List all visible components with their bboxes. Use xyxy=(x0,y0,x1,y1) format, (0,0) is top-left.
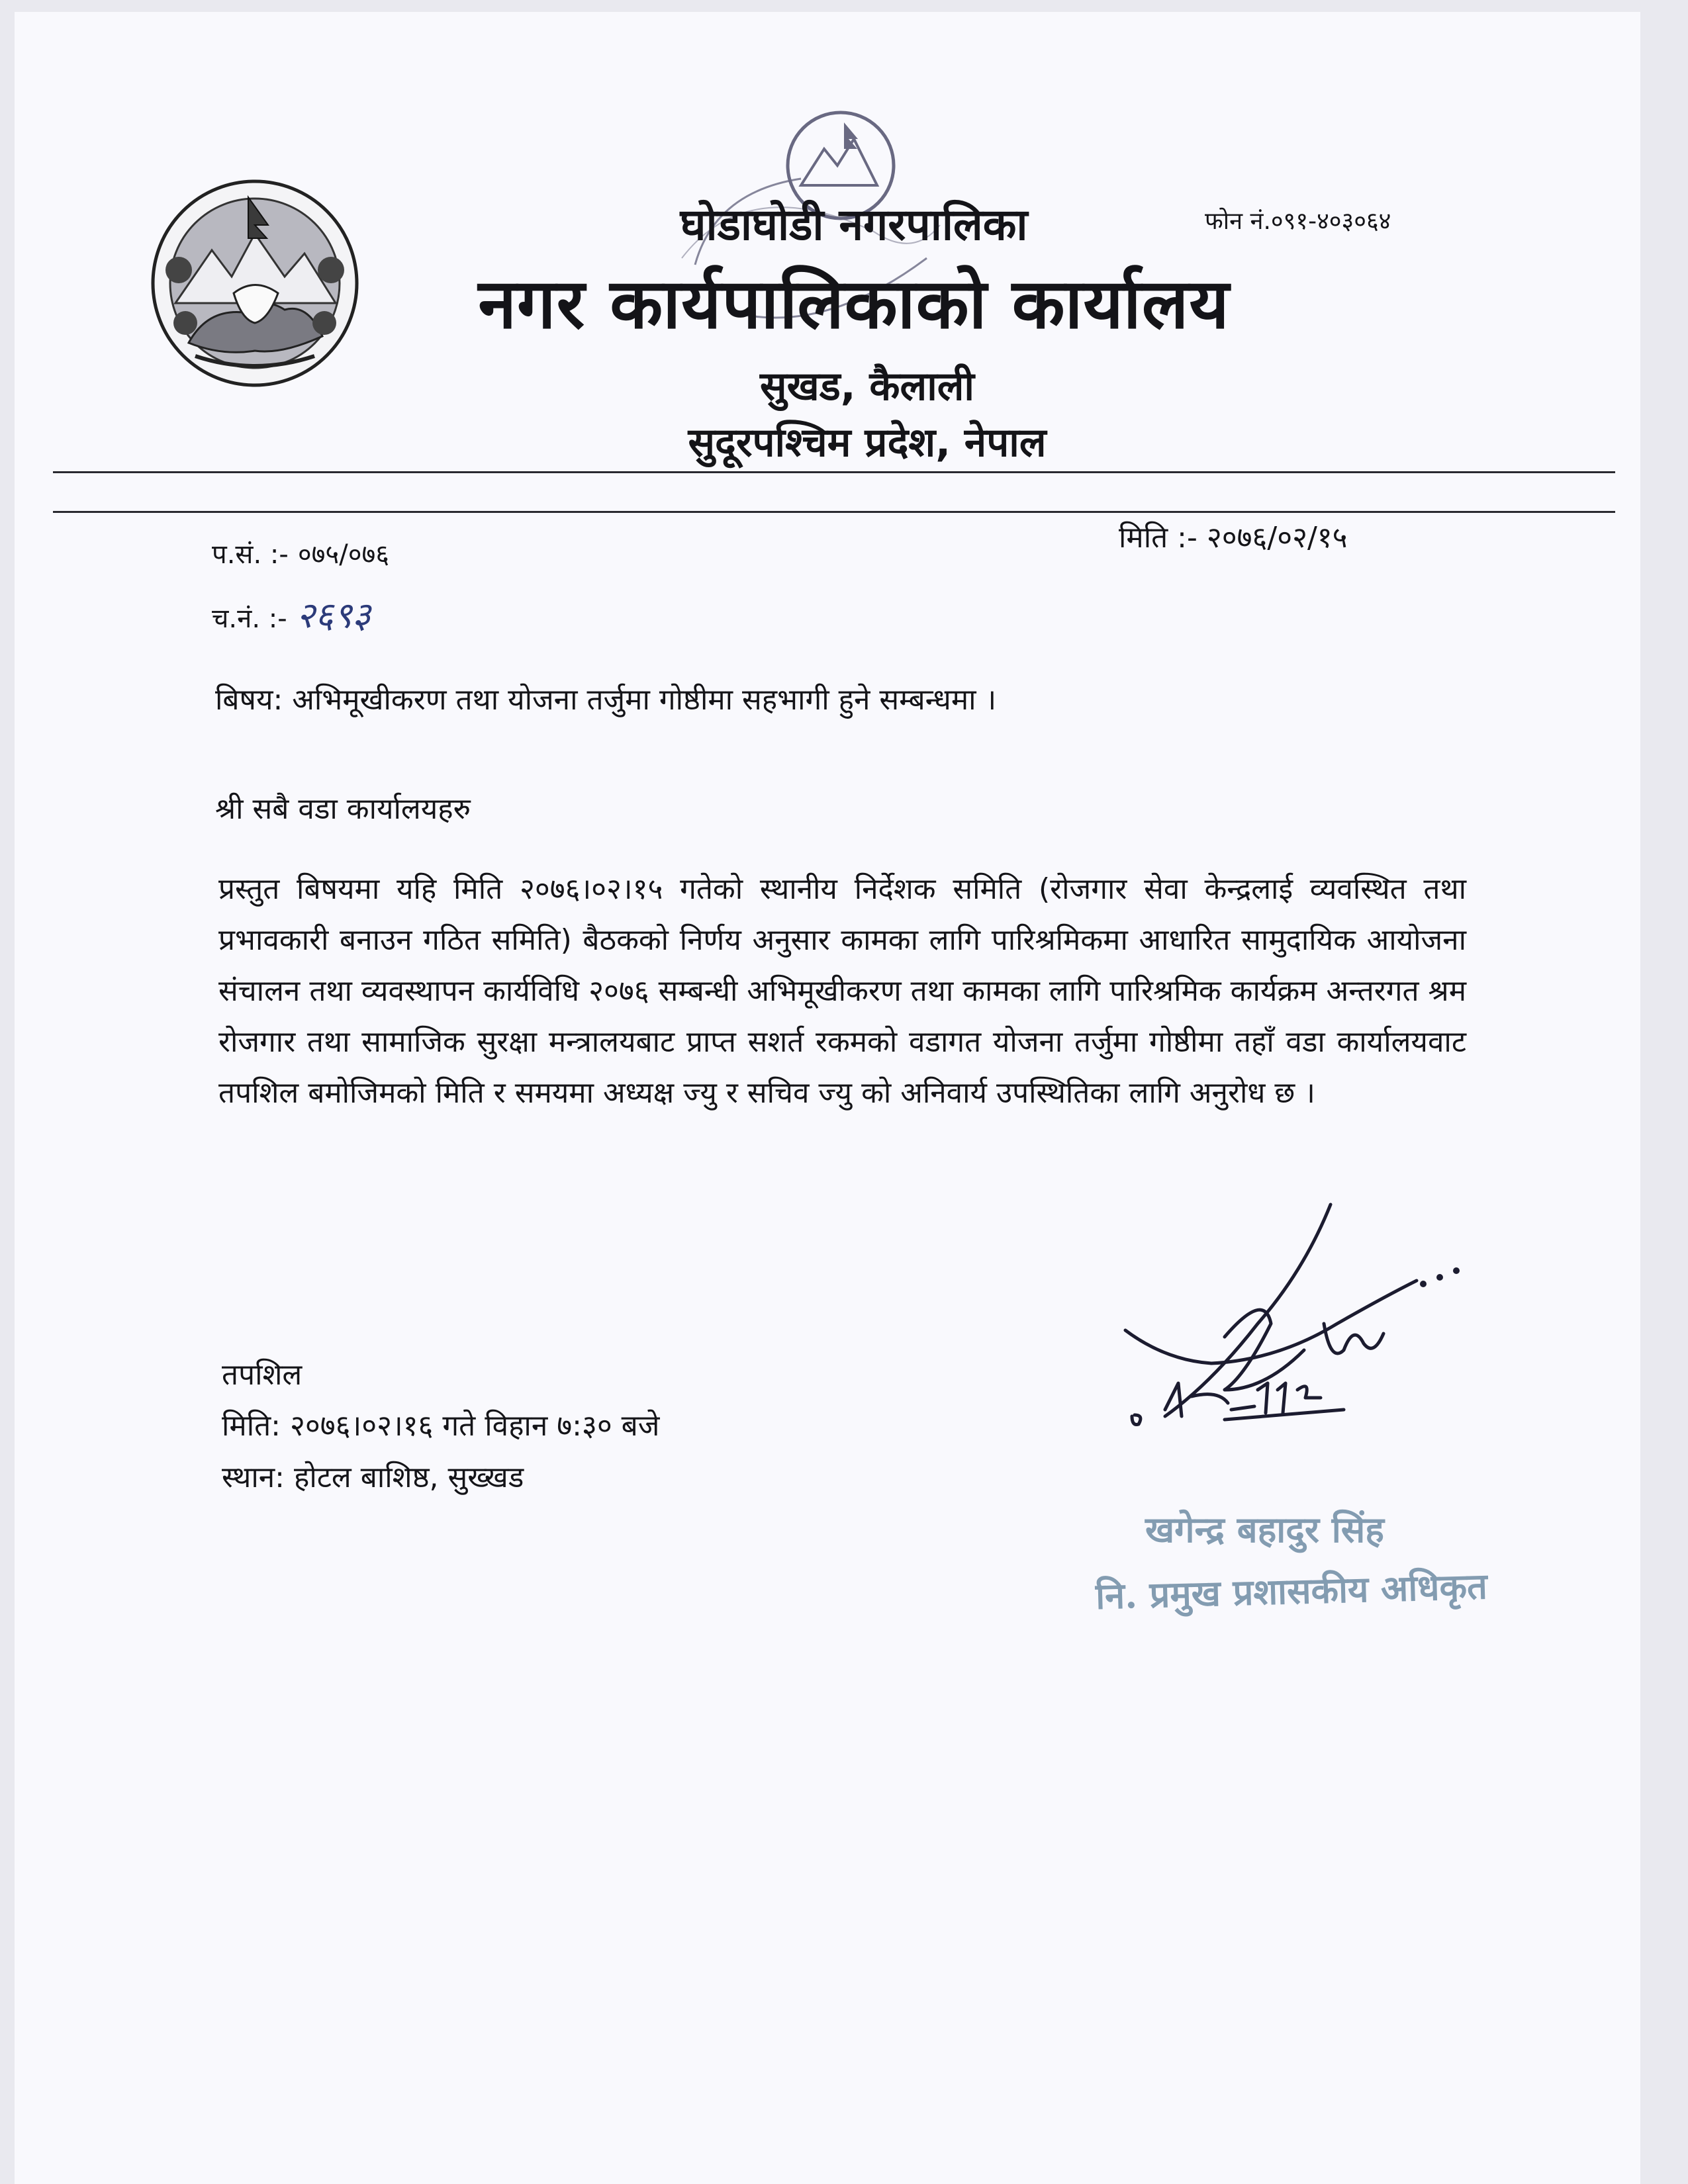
letter-body: प्रस्तुत बिषयमा यहि मिति २०७६।०२।१५ गतेको स्थानीय निर्देशक समिति (रोजगार सेवा केन्द्रलाई व्यवस्थित तथा प्रभावकारी बनाउन गठित समिति) बैठकको निर्णय अनुसार कामका लागि पारिश्रमिकमा आधारित सामुदायिक आयोजना संचालन तथा व्यवस्थापन कार्यविधि २०७६ सम्बन्धी अभिमूखीकरण तथा कामका लागि पारिश्रमिक कार्यक्रम अन्तरगत श्रम रोजगार तथा सामाजिक सुरक्षा मन्त्रालयबाट प्राप्त सशर्त रकमको वडागत योजना तर्जुमा गोष्ठीमा तहाँ वडा कार्यालयवाट तपशिल बमोजिमको मिति र समयमा अध्यक्ष ज्यु र सचिव ज्यु को अनिवार्य उपस्थितिका लागि अनुरोध छ । xyxy=(218,872,1467,1110)
details-title: तपशिल xyxy=(222,1358,303,1392)
phone-number: फोन नं.०९१-४०३०६४ xyxy=(1205,208,1391,235)
office-location: सुखड, कैलाली xyxy=(760,363,974,410)
ref-number-value: ०७५/०७६ xyxy=(297,539,390,570)
officer-title-stamp: नि. प्रमुख प्रशासकीय अधिकृत xyxy=(1095,1565,1488,1617)
dispatch-number-label: च.नं. :- xyxy=(212,604,287,634)
handwritten-signature xyxy=(1112,1191,1523,1482)
letter-subject: बिषय: अभिमूखीकरण तथा योजना तर्जुमा गोष्ठीमा सहभागी हुने सम्बन्धमा । xyxy=(215,683,997,717)
header-divider-top xyxy=(53,471,1615,473)
details-date-time: मिति: २०७६।०२।१६ गते विहान ७:३० बजे xyxy=(222,1409,660,1443)
dispatch-number-value: २६९३ xyxy=(296,594,371,636)
letter-ref-number xyxy=(212,535,389,571)
letter-recipient: श्री सबै वडा कार्यालयहरु xyxy=(215,792,471,826)
officer-name-stamp: खगेन्द्र बहादुर सिंह xyxy=(1145,1508,1384,1551)
header-divider-bottom xyxy=(53,511,1615,513)
letter-date: मिति :- २०७६/०२/१५ xyxy=(1119,521,1348,555)
ref-number-label: प.सं. :- xyxy=(212,539,289,570)
details-venue: स्थान: होटल बाशिष्ठ, सुख्खड xyxy=(222,1461,524,1494)
office-province: सुदूरपश्चिम प्रदेश, नेपाल xyxy=(688,420,1047,466)
office-name: नगर कार्यपालिकाको कार्यालय xyxy=(478,263,1230,344)
municipality-name: घोडाघोडी नगरपालिका xyxy=(680,199,1028,250)
nepal-emblem-icon xyxy=(149,177,361,389)
dispatch-number xyxy=(212,589,371,638)
